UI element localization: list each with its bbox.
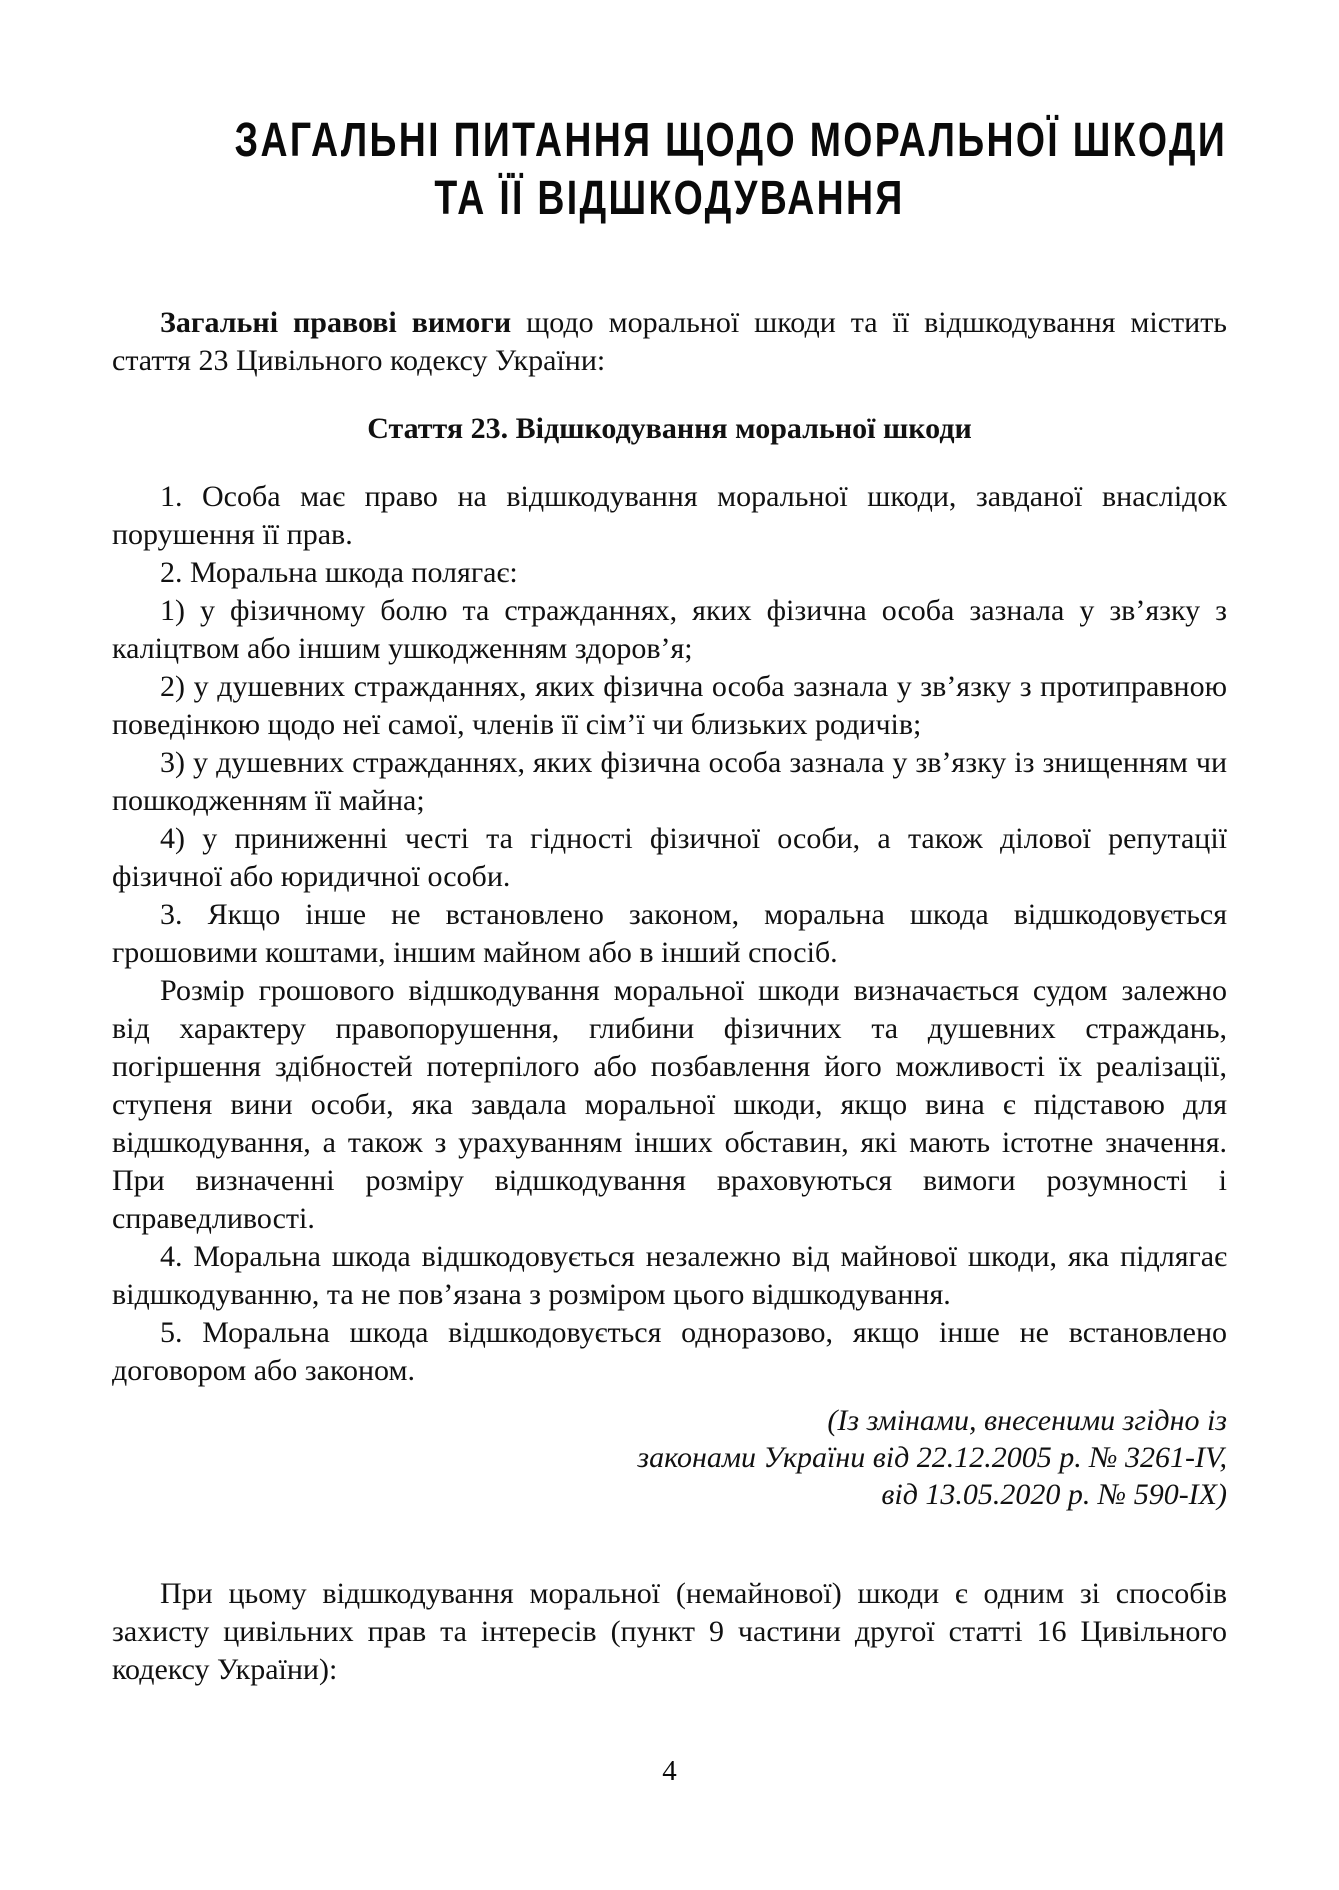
closing-paragraph: При цьому відшкодування моральної (немайнової) шкоди є одним зі способів захисту цивільних прав та інтересів (пункт 9 частини другої статті 16 Цивільного кодексу України): <box>112 1577 1227 1686</box>
amendment-note-line: законами України від 22.12.2005 р. № 3261-IV, <box>637 1441 1227 1474</box>
article-paragraph: 3) у душевних стражданнях, яких фізична особа зазнала у зв’язку із знищенням чи пошкодженням її майна; <box>112 746 1227 817</box>
article-paragraph: 2. Моральна шкода полягає: <box>160 556 518 589</box>
article-paragraph: 4) у приниженні честі та гідності фізичної особи, а також ділової репутації фізичної або юридичної особи. <box>112 822 1227 893</box>
intro-rest: щодо моральної шкоди та її відшкодування містить стаття 23 Цивільного кодексу України: <box>112 306 1227 377</box>
page-title <box>112 112 1227 228</box>
amendment-note-line: (Із змінами, внесеними згідно із <box>827 1404 1227 1437</box>
article-paragraph: 1) у фізичному болю та стражданнях, яких фізична особа зазнала у зв’язку з каліцтвом або іншим ушкодженням здоров’я; <box>112 594 1227 665</box>
article-paragraph: 5. Моральна шкода відшкодовується одноразово, якщо інше не встановлено договором або законом. <box>112 1316 1227 1387</box>
amendment-note-line: від 13.05.2020 р. № 590-IX) <box>881 1478 1227 1511</box>
article-heading: Стаття 23. Відшкодування моральної шкоди <box>367 412 972 445</box>
intro-lead-bold: Загальні правові вимоги <box>160 306 512 339</box>
article-paragraph: 4. Моральна шкода відшкодовується незалежно від майнової шкоди, яка підлягає відшкодуванню, та не пов’язана з розміром цього відшкодування. <box>112 1240 1227 1311</box>
article-paragraph: Розмір грошового відшкодування моральної шкоди визначається судом залежно від характеру правопорушення, глибини фізичних та душевних страждань, погіршення здібностей потерпілого або позбавлення його можливості їх реалізації, ступеня вини особи, яка завдала моральної шкоди, якщо вина є підставою для відшкодування, а також з урахуванням інших обставин, які мають істотне значення. При визначенні розміру відшкодування враховуються вимоги розумності і справедливості. <box>112 974 1227 1235</box>
article-paragraph: 3. Якщо інше не встановлено законом, моральна шкода відшкодовується грошовими коштами, іншим майном або в інший спосіб. <box>112 898 1227 969</box>
page-number: 4 <box>662 1755 677 1787</box>
page-title-line2: ТА ЇЇ ВІДШКОДУВАННЯ <box>434 172 905 225</box>
intro-paragraph <box>112 304 1227 380</box>
amendment-note <box>112 1402 1227 1513</box>
page-title-line1: ЗАГАЛЬНІ ПИТАННЯ ЩОДО МОРАЛЬНОЇ ШКОДИ <box>234 114 1228 167</box>
article-paragraph: 1. Особа має право на відшкодування моральної шкоди, завданої внаслідок порушення її прав. <box>112 480 1227 551</box>
article-paragraph: 2) у душевних стражданнях, яких фізична особа зазнала у зв’язку з протиправною поведінкою щодо неї самої, членів її сім’ї чи близьких родичів; <box>112 670 1227 741</box>
